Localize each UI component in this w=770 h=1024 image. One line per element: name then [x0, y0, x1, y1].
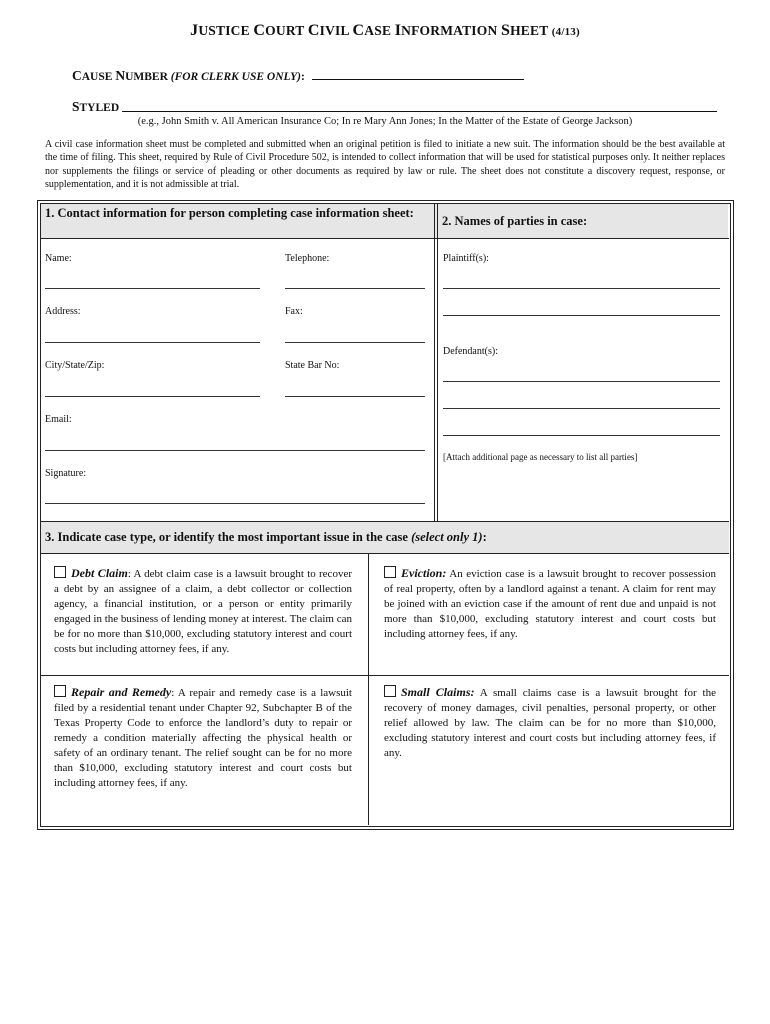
form-version: (4/13) [551, 26, 580, 38]
header-divider [41, 238, 729, 239]
section1-2-divider [434, 204, 435, 522]
small-claims-checkbox[interactable] [384, 685, 396, 697]
plaintiff-input-2[interactable] [443, 315, 720, 316]
email-input[interactable] [45, 450, 425, 451]
defendant-input-1[interactable] [443, 381, 720, 382]
debt-claim-option[interactable]: Debt Claim: A debt claim case is a lawsuit brought to recover a debt by an assignee of a claim, a debt collector or collection agency, a financial institution, or a person or entity primarily engaged in the business of lending money at interest. The claim can be for no more than $10,000, excluding statutory interest and court costs but including attorney fees, if any. [54, 566, 352, 655]
defendant-input-2[interactable] [443, 408, 720, 409]
state-bar-input[interactable] [285, 396, 425, 397]
eviction-option[interactable]: Eviction: An eviction case is a lawsuit brought to recover possession of real property, often by a landlord against a tenant. A claim for rent may be joined with an eviction case if the amount of rent due and unpaid is not more than $10,000, excluding statutory interest and court costs but including attorney fees, if any. [384, 566, 716, 640]
telephone-label: Telephone: [285, 253, 330, 264]
address-label: Address: [45, 306, 81, 317]
address-input[interactable] [45, 342, 260, 343]
styled-example: (e.g., John Smith v. All American Insurance Co; In re Mary Ann Jones; In the Matter of the Estate of George Jackson) [137, 116, 633, 127]
telephone-input[interactable] [285, 288, 425, 289]
eviction-checkbox[interactable] [384, 566, 396, 578]
section2-heading: 2. Names of parties in case: [438, 204, 728, 238]
case-type-vdivider [368, 553, 369, 825]
attach-note: [Attach additional page as necessary to list all parties] [443, 452, 638, 462]
form-title: JUSTICE COURT CIVIL CASE INFORMATION SHEET (4/13) [190, 22, 580, 39]
section3-heading-divider [41, 553, 729, 554]
section1-heading: 1. Contact information for person completing case information sheet: [41, 204, 438, 238]
name-label: Name: [45, 253, 72, 264]
name-input[interactable] [45, 288, 260, 289]
state-bar-label: State Bar No: [285, 360, 340, 371]
styled-input[interactable] [122, 111, 717, 112]
cause-number-field: CAUSE NUMBER (FOR CLERK USE ONLY): [72, 68, 524, 84]
debt-claim-checkbox[interactable] [54, 566, 66, 578]
section3-heading: 3. Indicate case type, or identify the most important issue in the case (select only 1): [41, 522, 729, 553]
signature-input[interactable] [45, 503, 425, 504]
section1-2-divider-b [437, 204, 438, 522]
city-state-zip-input[interactable] [45, 396, 260, 397]
defendants-label: Defendant(s): [443, 346, 498, 357]
case-type-hdivider [41, 675, 729, 676]
signature-label: Signature: [45, 468, 87, 479]
repair-remedy-option[interactable]: Repair and Remedy: A repair and remedy case is a lawsuit filed by a residential tenant under Chapter 92, Subchapter B of the Texas Property Code to enforce the landlord’s duty to repair or remedy a condition materially affecting the physical health or safety of an ordinary tenant. The relief sought can be for no more than $10,000, excluding statutory interest and court costs but including attorney fees, if any. [54, 685, 352, 789]
styled-field: STYLED [72, 99, 119, 115]
cause-number-input[interactable] [312, 69, 524, 80]
repair-remedy-checkbox[interactable] [54, 685, 66, 697]
email-label: Email: [45, 414, 72, 425]
city-state-zip-label: City/State/Zip: [45, 360, 105, 371]
fax-label: Fax: [285, 306, 303, 317]
plaintiffs-label: Plaintiff(s): [443, 253, 489, 264]
fax-input[interactable] [285, 342, 425, 343]
plaintiff-input-1[interactable] [443, 288, 720, 289]
intro-paragraph: A civil case information sheet must be completed and submitted when an original petition is filed to initiate a new suit. The information should be the best available at the time of filing. This sheet, required by Rule of Civil Procedure 502, is intended to collect information that will be used for statistical purposes only. It neither replaces nor supplements the filings or service of pleading or other documents as required by law or rule. The sheet does not constitute a discovery request, response, or supplementation, and it is not admissible at trial. [45, 139, 725, 191]
defendant-input-3[interactable] [443, 435, 720, 436]
small-claims-option[interactable]: Small Claims: A small claims case is a lawsuit brought for the recovery of money damages, civil penalties, personal property, or other relief allowed by law. The claim can be for no more than $10,000, excluding statutory interest and court costs but including attorney fees, if any. [384, 685, 716, 759]
